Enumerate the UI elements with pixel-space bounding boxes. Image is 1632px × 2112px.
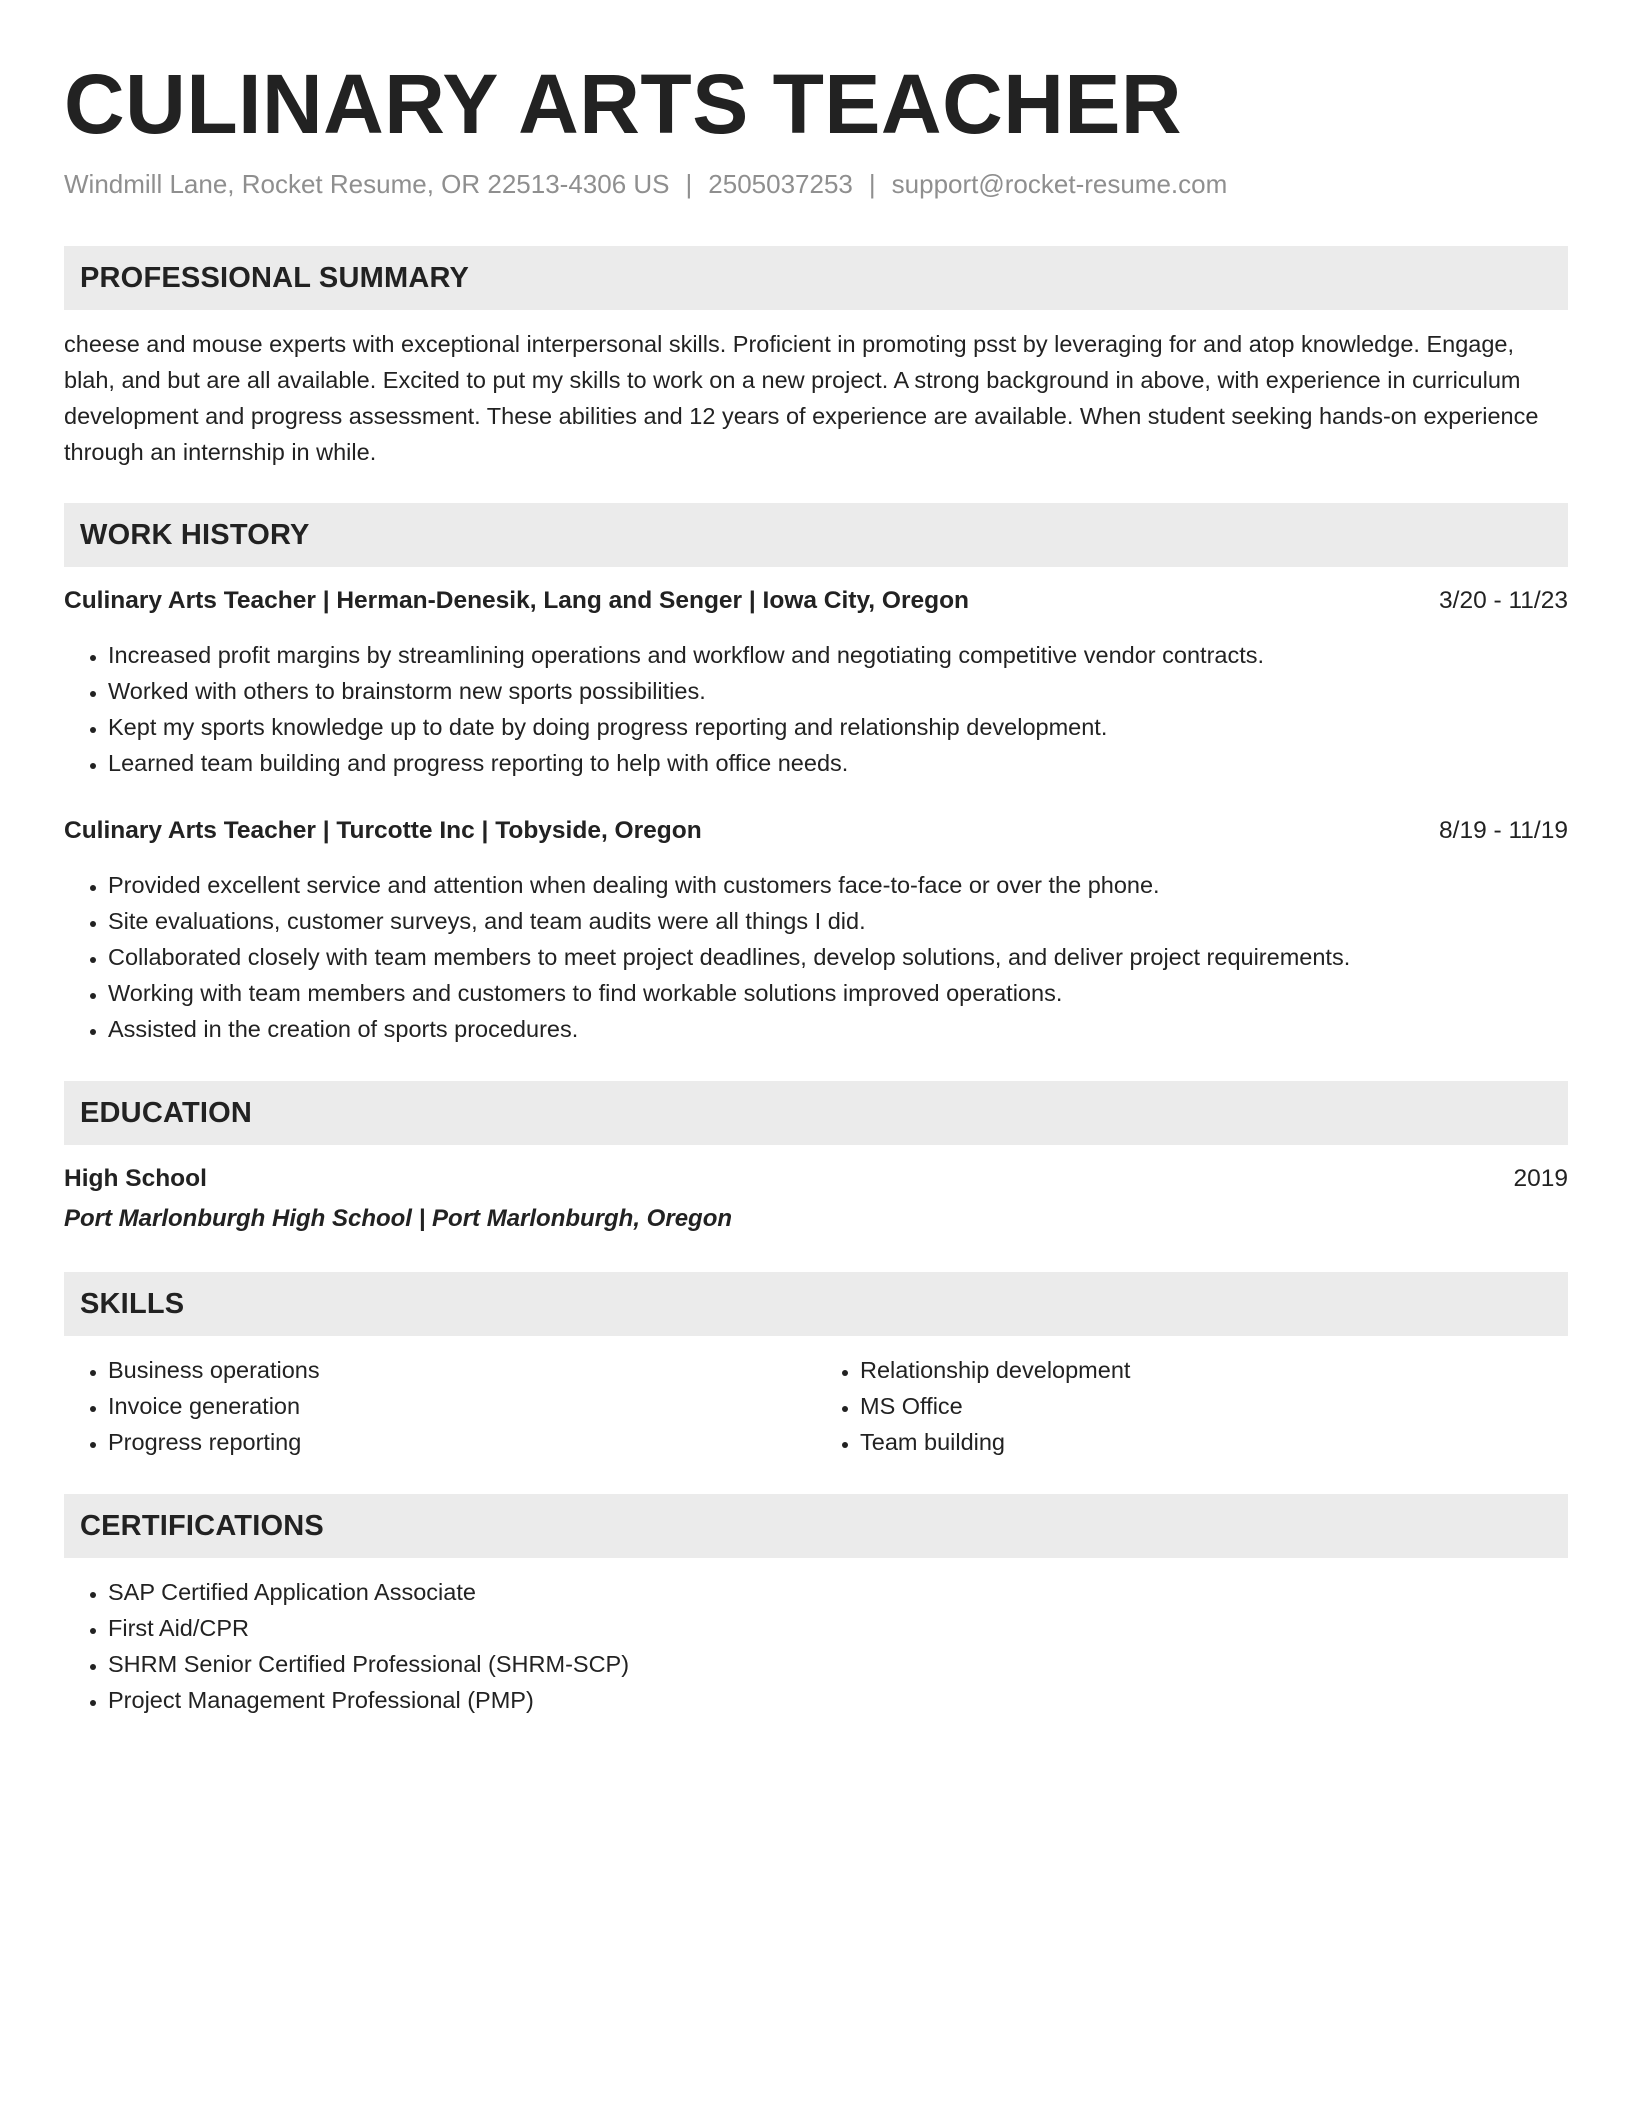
- contact-address: Windmill Lane, Rocket Resume, OR 22513-4306 US: [64, 169, 670, 199]
- job-bullet: • Provided excellent service and attention when dealing with customers face-to-face or over the phone.: [108, 867, 1568, 903]
- section-heading-work-history: WORK HISTORY: [64, 503, 1568, 567]
- education-school: Port Marlonburgh High School | Port Marlonburgh, Oregon: [64, 1205, 733, 1232]
- job-bullet: • Learned team building and progress reporting to help with office needs.: [108, 745, 1568, 781]
- certifications-section: [64, 1494, 1568, 1718]
- skill-item: • MS Office: [860, 1388, 1568, 1424]
- resume-name: CULINARY ARTS TEACHER: [64, 57, 1183, 151]
- job-bullet: • Increased profit margins by streamlining operations and workflow and negotiating competitive vendor contracts.: [108, 637, 1568, 673]
- job-header: [64, 813, 1568, 849]
- job-entry: [64, 813, 1568, 1047]
- skill-item: • Relationship development: [860, 1352, 1568, 1388]
- skills-section: [64, 1272, 1568, 1460]
- job-dates: 8/19 - 11/19: [1439, 817, 1568, 844]
- job-title: Culinary Arts Teacher | Herman-Denesik, Lang and Senger | Iowa City, Oregon: [64, 587, 970, 614]
- section-heading-certifications: CERTIFICATIONS: [64, 1494, 1568, 1558]
- summary-text: cheese and mouse experts with exceptional interpersonal skills. Proficient in promoting psst by leveraging for and atop knowledge. Engage, blah, and but are all available. Excited to put my skills to work on a new project. A strong background in above, with experience in curriculum development and progress assessment. These abilities and 12 years of experience are available. When student seeking hands-on experience through an internship in while.: [64, 331, 1539, 465]
- skills-column-left: [64, 1352, 816, 1460]
- job-dates: 3/20 - 11/23: [1439, 587, 1568, 614]
- certification-item: • SHRM Senior Certified Professional (SHRM-SCP): [108, 1646, 1568, 1682]
- job-bullet: • Assisted in the creation of sports procedures.: [108, 1011, 1568, 1047]
- education-section: [64, 1081, 1568, 1237]
- education-year: 2019: [1513, 1165, 1568, 1192]
- skill-item: • Team building: [860, 1424, 1568, 1460]
- education-header: [64, 1161, 1568, 1197]
- job-bullets: [64, 867, 1568, 1047]
- job-bullet: • Worked with others to brainstorm new sports possibilities.: [108, 673, 1568, 709]
- job-bullet: • Kept my sports knowledge up to date by doing progress reporting and relationship development.: [108, 709, 1568, 745]
- job-bullets: [64, 637, 1568, 781]
- skill-item: • Business operations: [108, 1352, 816, 1388]
- job-bullet: • Working with team members and customers to find workable solutions improved operations.: [108, 975, 1568, 1011]
- work-history-section: [64, 503, 1568, 1047]
- contact-phone: 2505037253: [708, 169, 853, 199]
- skill-item: • Progress reporting: [108, 1424, 816, 1460]
- certification-item: • SAP Certified Application Associate: [108, 1574, 1568, 1610]
- contact-separator: |: [685, 169, 693, 199]
- contact-line: [64, 167, 1568, 201]
- job-bullet: • Collaborated closely with team members to meet project deadlines, develop solutions, and deliver project requirements.: [108, 939, 1568, 975]
- section-heading-summary: PROFESSIONAL SUMMARY: [64, 246, 1568, 310]
- job-bullet: • Site evaluations, customer surveys, and team audits were all things I did.: [108, 903, 1568, 939]
- section-heading-skills: SKILLS: [64, 1272, 1568, 1336]
- skills-grid: [64, 1352, 1568, 1460]
- skill-item: • Invoice generation: [108, 1388, 816, 1424]
- job-title: Culinary Arts Teacher | Turcotte Inc | Tobyside, Oregon: [64, 817, 702, 844]
- skills-column-right: [816, 1352, 1568, 1460]
- job-entry: [64, 583, 1568, 781]
- job-header: [64, 583, 1568, 619]
- certifications-list: [64, 1574, 1568, 1718]
- education-degree: High School: [64, 1165, 207, 1192]
- summary-section: [64, 246, 1568, 470]
- section-heading-education: EDUCATION: [64, 1081, 1568, 1145]
- contact-separator: |: [868, 169, 876, 199]
- certification-item: • Project Management Professional (PMP): [108, 1682, 1568, 1718]
- contact-email: support@rocket-resume.com: [891, 169, 1228, 199]
- certification-item: • First Aid/CPR: [108, 1610, 1568, 1646]
